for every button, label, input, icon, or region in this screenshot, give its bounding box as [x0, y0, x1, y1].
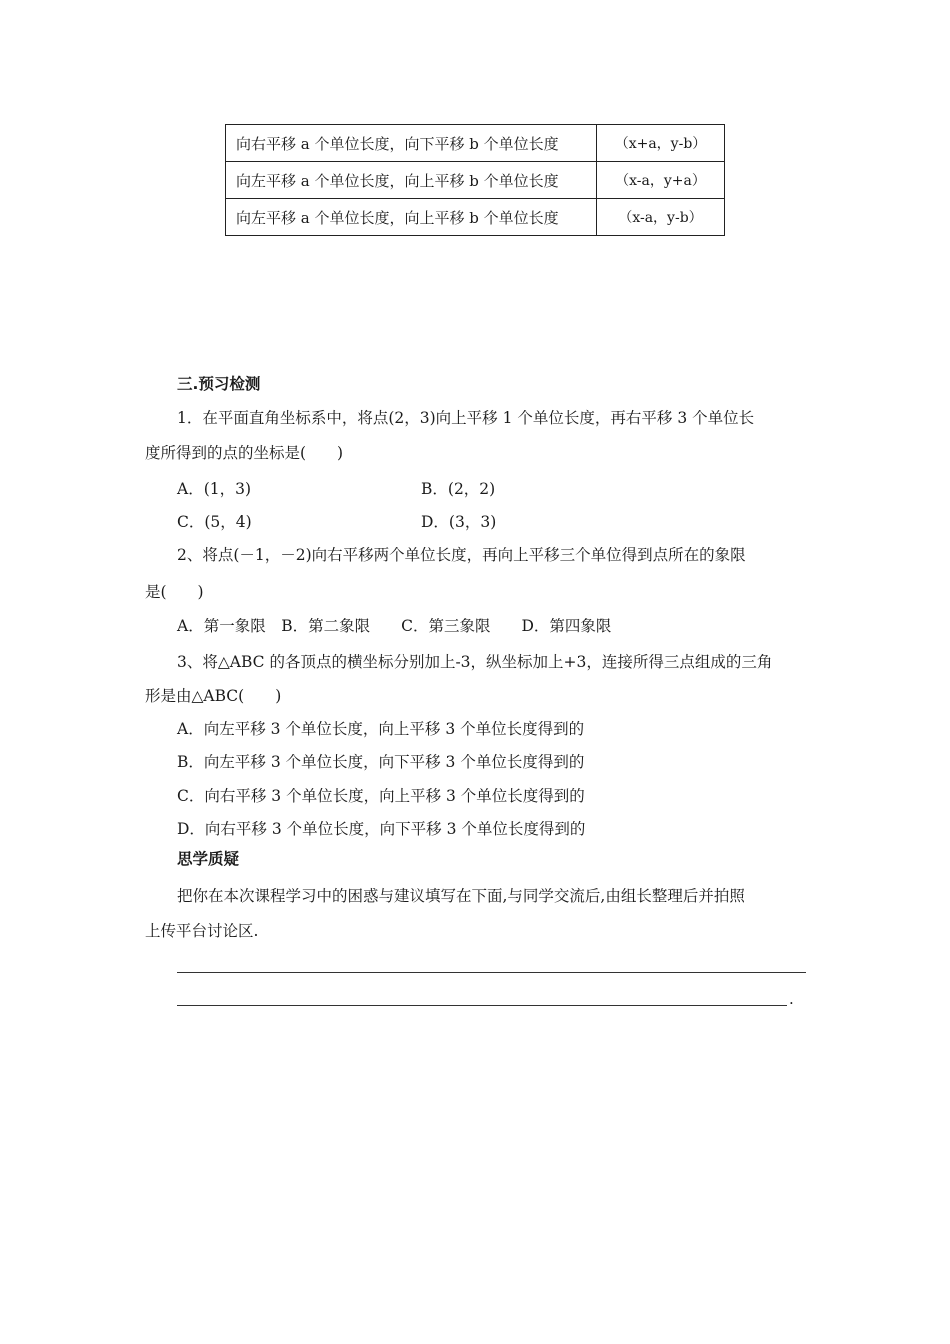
table-cell-coord: （x+a，y-b）: [597, 125, 725, 162]
answer-end-period: .: [789, 990, 794, 1008]
table-cell-coord: （x-a，y+a）: [597, 162, 725, 199]
question-3-option-c: C．向右平移 3 个单位长度，向上平移 3 个单位长度得到的: [177, 787, 585, 805]
question-1-option-d: D．(3，3): [421, 513, 497, 531]
question-1-option-b: B．(2，2): [421, 480, 496, 498]
question-3-option-a: A．向左平移 3 个单位长度，向上平移 3 个单位长度得到的: [177, 720, 585, 738]
question-3-line-1: 3、将△ABC 的各顶点的横坐标分别加上-3，纵坐标加上+3，连接所得三点组成的三角: [177, 653, 773, 671]
table-cell-desc: 向左平移 a 个单位长度，向上平移 b 个单位长度: [226, 162, 597, 199]
question-1-line-2: 度所得到的点的坐标是( ): [145, 444, 344, 462]
question-2-line-2: 是( ): [145, 583, 204, 601]
table-row: [226, 162, 725, 199]
question-1-option-c: C．(5，4): [177, 513, 252, 531]
table-row: [226, 125, 725, 162]
question-3-option-d: D．向右平移 3 个单位长度，向下平移 3 个单位长度得到的: [177, 820, 586, 838]
reflection-line-1: 把你在本次课程学习中的困惑与建议填写在下面,与同学交流后,由组长整理后并拍照: [177, 887, 745, 905]
reflection-line-2: 上传平台讨论区.: [145, 922, 259, 940]
section-heading-reflection: 思学质疑: [177, 850, 240, 868]
question-3-option-b: B．向左平移 3 个单位长度，向下平移 3 个单位长度得到的: [177, 753, 585, 771]
question-2-options: A．第一象限 B．第二象限 C．第三象限 D．第四象限: [177, 617, 612, 635]
translation-table: [225, 124, 725, 236]
table-cell-coord: （x-a，y-b）: [597, 199, 725, 236]
table-cell-desc: 向右平移 a 个单位长度，向下平移 b 个单位长度: [226, 125, 597, 162]
section-heading-preview-check: 三.预习检测: [177, 375, 261, 393]
question-2-line-1: 2、将点(－1，－2)向右平移两个单位长度，再向上平移三个单位得到点所在的象限: [177, 546, 746, 564]
answer-line-2[interactable]: [177, 1005, 787, 1006]
question-1-line-1: 1．在平面直角坐标系中，将点(2，3)向上平移 1 个单位长度，再右平移 3 个单位长: [177, 409, 755, 427]
table-row: [226, 199, 725, 236]
answer-line-1[interactable]: [177, 972, 806, 973]
table-cell-desc: 向左平移 a 个单位长度，向上平移 b 个单位长度: [226, 199, 597, 236]
question-3-line-2: 形是由△ABC( ): [145, 687, 282, 705]
question-1-option-a: A．(1，3): [177, 480, 252, 498]
